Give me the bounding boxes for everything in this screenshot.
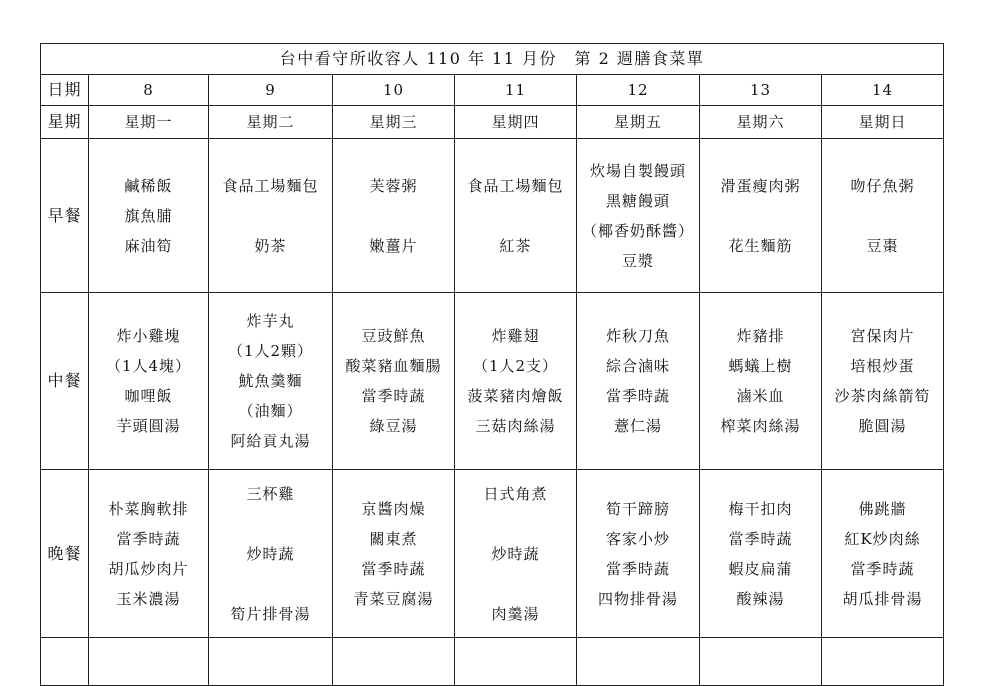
empty-cell [209,638,333,686]
dinner-cell [455,470,577,638]
dish: 炒時蔬 [246,544,295,563]
lunch-cell [89,293,209,470]
dish: 當季時蔬 [361,387,426,405]
spacer [455,569,576,599]
dinner-label: 晚餐 [41,470,89,638]
dish: 阿給貢丸湯 [230,432,311,450]
dish: 胡瓜排骨湯 [842,589,923,608]
next-row [41,638,944,686]
dish: 蝦皮扁蒲 [728,559,793,578]
dish: 炸秋刀魚 [605,327,670,345]
dish: 奶茶 [254,236,287,255]
dish: 炸雞翅 [491,327,540,345]
spacer [209,569,332,599]
dinner-cell [700,470,822,638]
dish: 花生麵筋 [728,236,793,255]
dish: 炸豬排 [736,327,785,345]
empty-cell [455,638,577,686]
dish: 宮保肉片 [850,327,915,345]
dish: （1人2顆） [227,342,314,360]
dish: 玉米濃湯 [116,589,181,608]
lunch-row [41,293,944,470]
empty-cell [700,638,822,686]
weekday-cell: 星期六 [700,106,822,139]
dinner-cell [89,470,209,638]
dish: 紅茶 [499,236,532,255]
date-cell: 9 [209,75,333,106]
dish: 食品工場麵包 [467,176,564,195]
dish: （油麵） [238,402,303,420]
dish: 客家小炒 [605,529,670,548]
breakfast-cell [577,139,700,293]
date-row [41,75,944,106]
lunch-cell [700,293,822,470]
dinner-cell [209,470,333,638]
dish: 當季時蔬 [361,559,426,578]
weekday-cell: 星期五 [577,106,700,139]
dish: 青菜豆腐湯 [353,589,434,608]
lunch-cell [209,293,333,470]
lunch-cell [333,293,455,470]
date-cell: 13 [700,75,822,106]
spacer [822,201,943,231]
breakfast-cell [822,139,944,293]
dish: 綠豆湯 [369,417,418,435]
dish: 筍干蹄膀 [605,499,670,518]
dish: 紅K炒肉絲 [844,529,921,548]
lunch-cell [577,293,700,470]
dish: 佛跳牆 [858,499,907,518]
spacer [209,201,332,231]
date-cell: 8 [89,75,209,106]
dish: 當季時蔬 [605,387,670,405]
dish: 炸芋丸 [246,312,295,330]
spacer [455,509,576,539]
weekday-label: 星期 [41,106,89,139]
date-cell: 10 [333,75,455,106]
date-label: 日期 [41,75,89,106]
dinner-cell [822,470,944,638]
spacer [333,201,454,231]
dish: （椰香奶酥醬） [581,221,694,240]
dish: 當季時蔬 [605,559,670,578]
dish: 吻仔魚粥 [850,176,915,195]
dish: 滷米血 [736,387,785,405]
dish: （1人4塊） [105,357,192,375]
dish: 三杯雞 [246,484,295,503]
spacer [700,201,821,231]
dish: 關東煮 [369,529,418,548]
dish: 酸菜豬血麵腸 [345,357,442,375]
date-cell: 14 [822,75,944,106]
lunch-cell [455,293,577,470]
dish: 食品工場麵包 [222,176,319,195]
dish: （1人2支） [472,357,559,375]
weekly-menu-table [40,43,944,686]
empty-cell [822,638,944,686]
spacer [209,509,332,539]
dish: 當季時蔬 [116,529,181,548]
dish: 豆棗 [866,236,899,255]
dish: 炸小雞塊 [116,327,181,345]
spacer [455,201,576,231]
dinner-row [41,470,944,638]
dish: 沙茶肉絲箭筍 [834,387,931,405]
dinner-cell [333,470,455,638]
weekday-cell: 星期四 [455,106,577,139]
breakfast-cell [455,139,577,293]
weekday-cell: 星期一 [89,106,209,139]
lunch-label: 中餐 [41,293,89,470]
dish: 嫩薑片 [369,236,418,255]
dish: 梅干扣肉 [728,499,793,518]
title-row [41,44,944,75]
dish: 炊場自製饅頭 [589,161,686,180]
dish: 朴菜胸軟排 [108,499,189,518]
dish: 京醬肉燥 [361,499,426,518]
date-cell: 11 [455,75,577,106]
date-cell: 12 [577,75,700,106]
dish: 酸辣湯 [736,589,785,608]
menu-title: 台中看守所收容人 110 年 11 月份 第 2 週膳食菜單 [41,44,944,75]
dish: 鹹稀飯 [124,176,173,195]
dish: 芋頭圓湯 [116,417,181,435]
dish: 綜合滷味 [605,357,670,375]
dish: 薏仁湯 [613,417,662,435]
empty-cell [333,638,455,686]
dish: 肉羹湯 [491,604,540,623]
dish: 菠菜豬肉燴飯 [467,387,564,405]
dish: 當季時蔬 [728,529,793,548]
empty-cell [41,638,89,686]
breakfast-cell [89,139,209,293]
dish: 咖哩飯 [124,387,173,405]
dish: 炒時蔬 [491,544,540,563]
breakfast-row [41,139,944,293]
dish: 黑糖饅頭 [605,191,670,210]
breakfast-label: 早餐 [41,139,89,293]
dish: 三菇肉絲湯 [475,417,556,435]
dish: 豆漿 [621,251,654,270]
dish: 滑蛋瘦肉粥 [720,176,801,195]
dish: 脆圓湯 [858,417,907,435]
breakfast-cell [700,139,822,293]
dish: 筍片排骨湯 [230,604,311,623]
dish: 日式角煮 [483,484,548,503]
dish: 螞蟻上樹 [728,357,793,375]
weekday-cell: 星期二 [209,106,333,139]
dish: 麻油筍 [124,236,173,255]
dish: 旗魚脯 [124,206,173,225]
dinner-cell [577,470,700,638]
dish: 榨菜肉絲湯 [720,417,801,435]
empty-cell [89,638,209,686]
weekday-cell: 星期日 [822,106,944,139]
breakfast-cell [209,139,333,293]
weekday-cell: 星期三 [333,106,455,139]
dish: 豆豉鮮魚 [361,327,426,345]
breakfast-cell [333,139,455,293]
dish: 芙蓉粥 [369,176,418,195]
dish: 魷魚羹麵 [238,372,303,390]
weekday-row [41,106,944,139]
dish: 胡瓜炒肉片 [108,559,189,578]
dish: 當季時蔬 [850,559,915,578]
dish: 四物排骨湯 [597,589,678,608]
lunch-cell [822,293,944,470]
empty-cell [577,638,700,686]
dish: 培根炒蛋 [850,357,915,375]
